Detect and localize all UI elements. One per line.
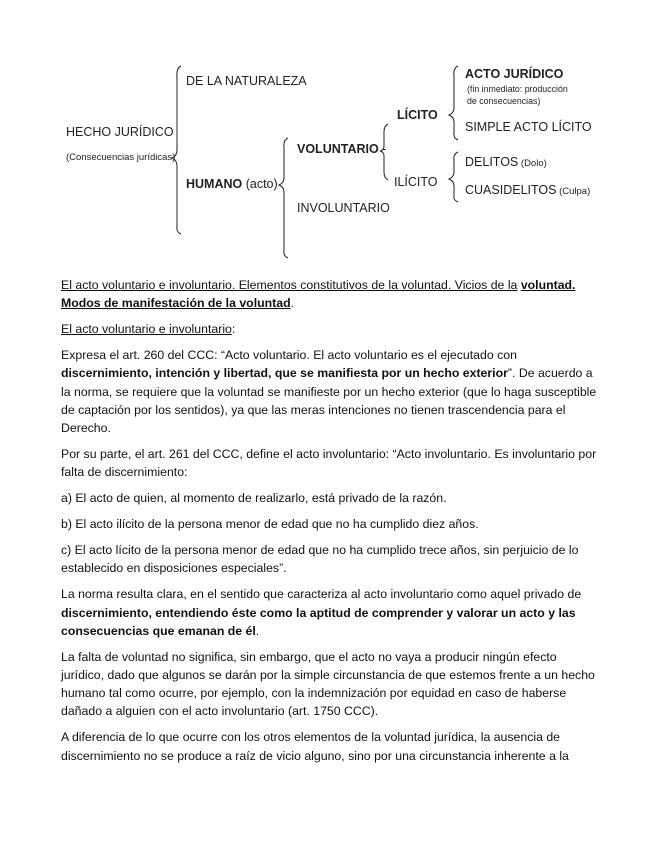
list-item-b: b) El acto ilícito de la persona menor de edad que no ha cumplido diez años.	[61, 517, 479, 532]
p3-text-bold: discernimiento, entendiendo éste como la aptitud de comprender y valorar un acto y las consecuencias que emanan de él	[61, 605, 576, 638]
delitos-note: (Dolo)	[518, 158, 547, 169]
subheading-text: El acto voluntario e involuntario	[61, 322, 232, 337]
list-item-c: c) El acto lícito de la persona menor de edad que no ha cumplido trece años, sin perjuicio de lo establecido en disposiciones especiales”.	[61, 543, 579, 576]
p1-text-c: ”. De acuerdo a la norma, se requiere que la voluntad se manifieste por un hecho exterior (que lo haga susceptible de captación por los sentidos), ya que las meras intenciones no tienen trascendencia para el Derecho.	[61, 366, 597, 436]
list-item-a: a) El acto de quien, al momento de realizarlo, está privado de la razón.	[61, 491, 447, 506]
document-body	[61, 276, 601, 773]
cuasidelitos-label	[465, 183, 590, 197]
acto-juridico-label: ACTO JURÍDICO	[465, 67, 564, 81]
cuasidelitos-text: CUASIDELITOS	[465, 183, 557, 197]
heading-part-2: voluntad. Modos de manifestación de la voluntad	[61, 278, 576, 311]
delitos-text: DELITOS	[465, 155, 519, 169]
p3-text-a: La norma resulta clara, en el sentido que caracteriza al acto involuntario como aquel privado de	[61, 587, 582, 602]
brace-hecho	[172, 66, 181, 234]
acto-juridico-note-2: de consecuencias)	[467, 96, 541, 106]
simple-acto-label: SIMPLE ACTO LÍCITO	[465, 120, 592, 134]
consecuencias-label: (Consecuencias jurídicas)	[66, 152, 176, 163]
brace-licito	[449, 66, 458, 140]
delitos-label	[465, 155, 547, 169]
brace-humano	[279, 138, 288, 258]
humano-acto-text: (acto)	[242, 177, 278, 191]
heading-end: .	[290, 296, 294, 311]
p1-text-bold: discernimiento, intención y libertad, que se manifiesta por un hecho exterior	[61, 366, 508, 381]
naturaleza-label: DE LA NATURALEZA	[186, 74, 307, 88]
humano-text: HUMANO	[186, 177, 243, 191]
subheading	[61, 320, 601, 338]
heading-part-1: El acto voluntario e involuntario. Elementos constitutivos de la voluntad. Vicios de la	[61, 278, 518, 292]
voluntario-text: VOLUNTARIO	[297, 142, 379, 156]
brace-ilicito	[449, 152, 458, 202]
cuasidelitos-note: (Culpa)	[556, 186, 591, 197]
p3-text-c: .	[255, 623, 260, 638]
section-heading	[61, 276, 601, 312]
paragraph-2: Por su parte, el art. 261 del CCC, define el acto involuntario: “Acto involuntario. Es involuntario por falta de discernimiento:	[61, 447, 597, 480]
paragraph-1	[61, 346, 601, 437]
involuntario-label: INVOLUNTARIO	[297, 201, 390, 215]
voluntario-dash: -	[378, 142, 387, 156]
licito-label: LÍCITO	[397, 108, 438, 122]
legal-facts-diagram	[0, 0, 655, 270]
paragraph-4: La falta de voluntad no significa, sin embargo, que el acto no vaya a producir ningún efecto jurídico, dado que algunos se darán por la simple circunstancia de que estemos frente a un hecho humano tal como ocurre, por ejemplo, con la indemnización por equidad en caso de haberse dañado a alguien con el acto involuntario (art. 1750 CCC).	[61, 649, 595, 719]
humano-label	[186, 177, 278, 191]
voluntario-label	[297, 142, 386, 156]
ilicito-label: ILÍCITO	[394, 175, 438, 189]
subheading-end: :	[231, 322, 236, 337]
hecho-juridico-label: HECHO JURÍDICO	[66, 125, 174, 139]
paragraph-3	[61, 585, 601, 640]
paragraph-5: A diferencia de lo que ocurre con los otros elementos de la voluntad jurídica, la ausencia de discernimiento no se produce a raíz de vicio alguno, sino por una circunstancia inherente a la	[61, 730, 569, 763]
p1-text-a: Expresa el art. 260 del CCC: “Acto voluntario. El acto voluntario es el ejecutado con	[61, 348, 517, 363]
acto-juridico-note-1: (fin inmediato: producción	[467, 84, 568, 94]
